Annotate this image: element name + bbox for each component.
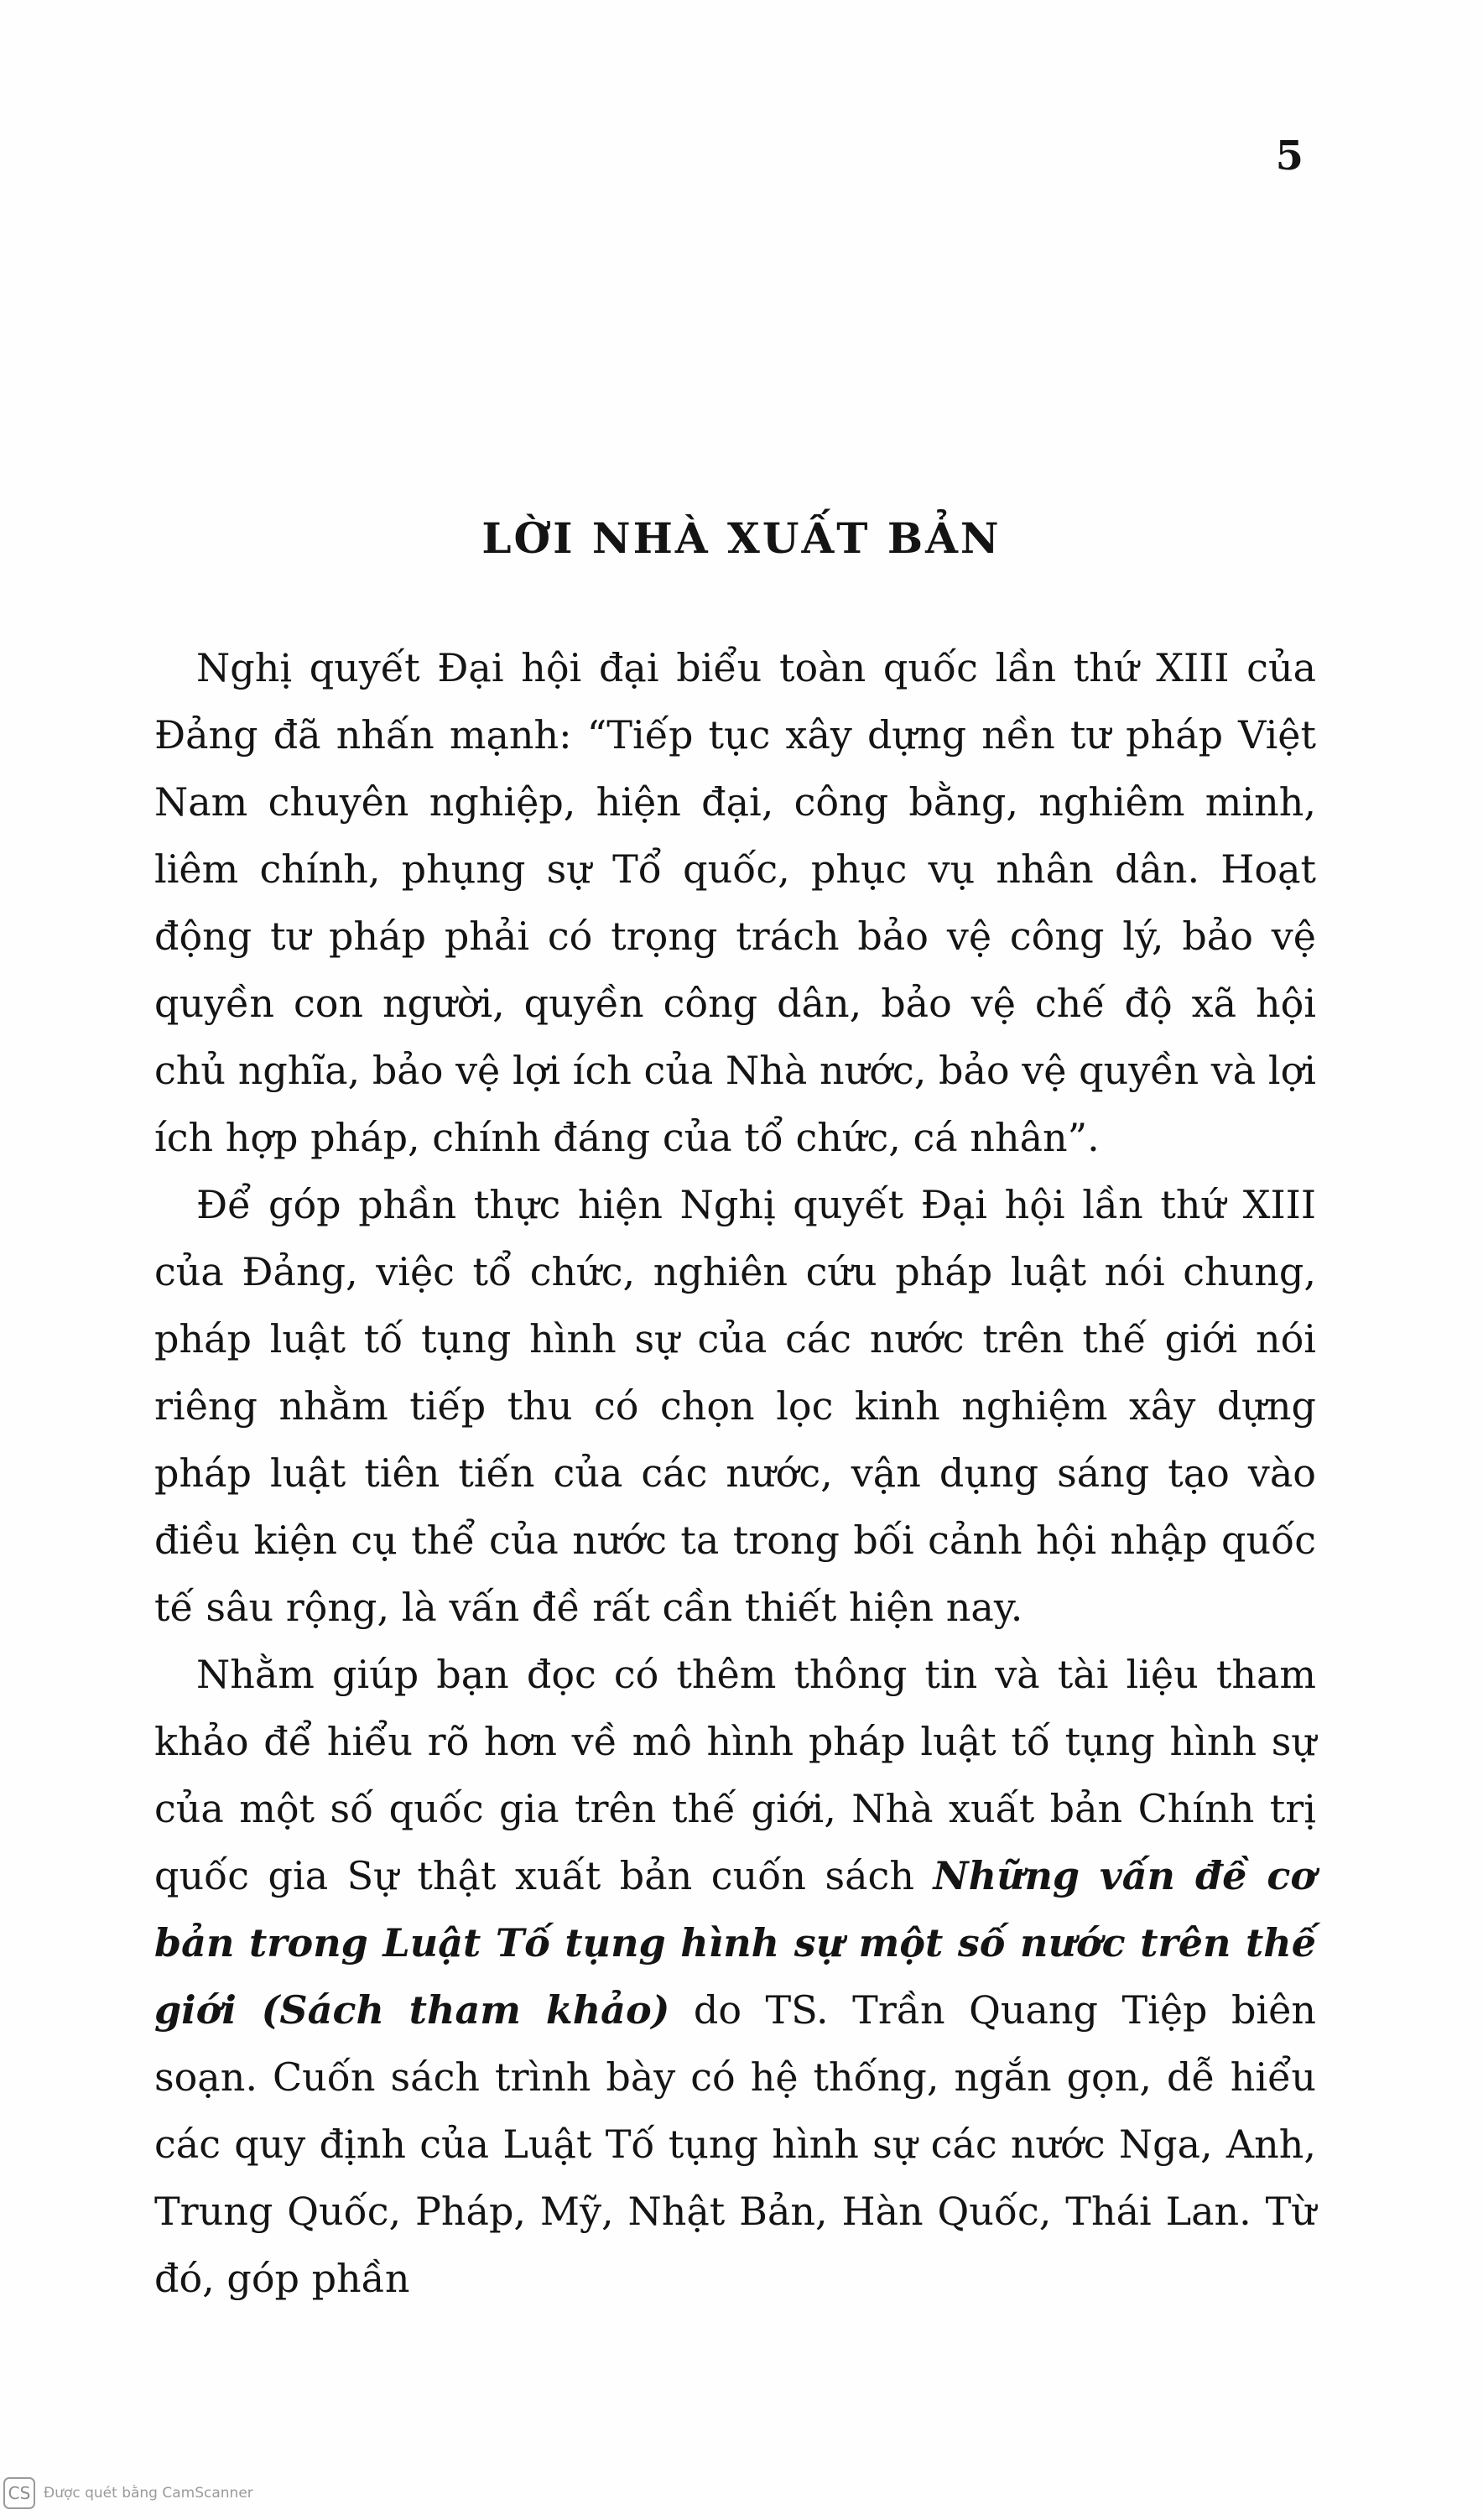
- body-text: [154, 634, 1316, 2312]
- scanner-caption: Được quét bằng CamScanner: [44, 2485, 253, 2502]
- book-title: Những vấn đề cơ bản trong Luật Tố tụng hình sự một số nước trên thế giới (Sách tham khảo): [154, 1853, 1317, 2033]
- paragraph-2: Để góp phần thực hiện Nghị quyết Đại hội lần thứ XIII của Đảng, việc tổ chức, nghiên cứu pháp luật nói chung, pháp luật tố tụng hình sự của các nước trên thế giới nói riêng nhằm tiếp thu có chọn lọc kinh nghiệm xây dựng pháp luật tiên tiến của các nước, vận dụng sáng tạo vào điều kiện cụ thể của nước ta trong bối cảnh hội nhập quốc tế sâu rộng, là vấn đề rất cần thiết hiện nay.: [154, 1182, 1316, 1630]
- page-heading: LỜI NHÀ XUẤT BẢN: [481, 513, 1002, 563]
- page-number: 5: [1275, 133, 1303, 180]
- paragraph-1: Nghị quyết Đại hội đại biểu toàn quốc lần thứ XIII của Đảng đã nhấn mạnh: “Tiếp tục xây dựng nền tư pháp Việt Nam chuyên nghiệp, hiện đại, công bằng, nghiêm minh, liêm chính, phụng sự Tổ quốc, phục vụ nhân dân. Hoạt động tư pháp phải có trọng trách bảo vệ công lý, bảo vệ quyền con người, quyền công dân, bảo vệ chế độ xã hội chủ nghĩa, bảo vệ lợi ích của Nhà nước, bảo vệ quyền và lợi ích hợp pháp, chính đáng của tổ chức, cá nhân”.: [154, 645, 1316, 1160]
- paragraph-3-intro: Nhằm giúp bạn đọc có thêm thông tin và tài liệu tham khảo để hiểu rõ hơn về mô hình pháp luật tố tụng hình sự của một số quốc gia trên thế giới, Nhà xuất bản Chính trị quốc gia Sự thật xuất bản cuốn sách: [154, 1652, 1316, 1898]
- paragraph-3-rest: do TS. Trần Quang Tiệp biên soạn. Cuốn sách trình bày có hệ thống, ngắn gọn, dễ hiểu các quy định của Luật Tố tụng hình sự các nước Nga, Anh, Trung Quốc, Pháp, Mỹ, Nhật Bản, Hàn Quốc, Thái Lan. Từ đó, góp phần: [154, 1987, 1316, 2301]
- scanner-watermark: [0, 2473, 253, 2513]
- paragraph-3: [154, 1641, 1316, 2312]
- camscanner-logo-icon: CS: [3, 2477, 35, 2509]
